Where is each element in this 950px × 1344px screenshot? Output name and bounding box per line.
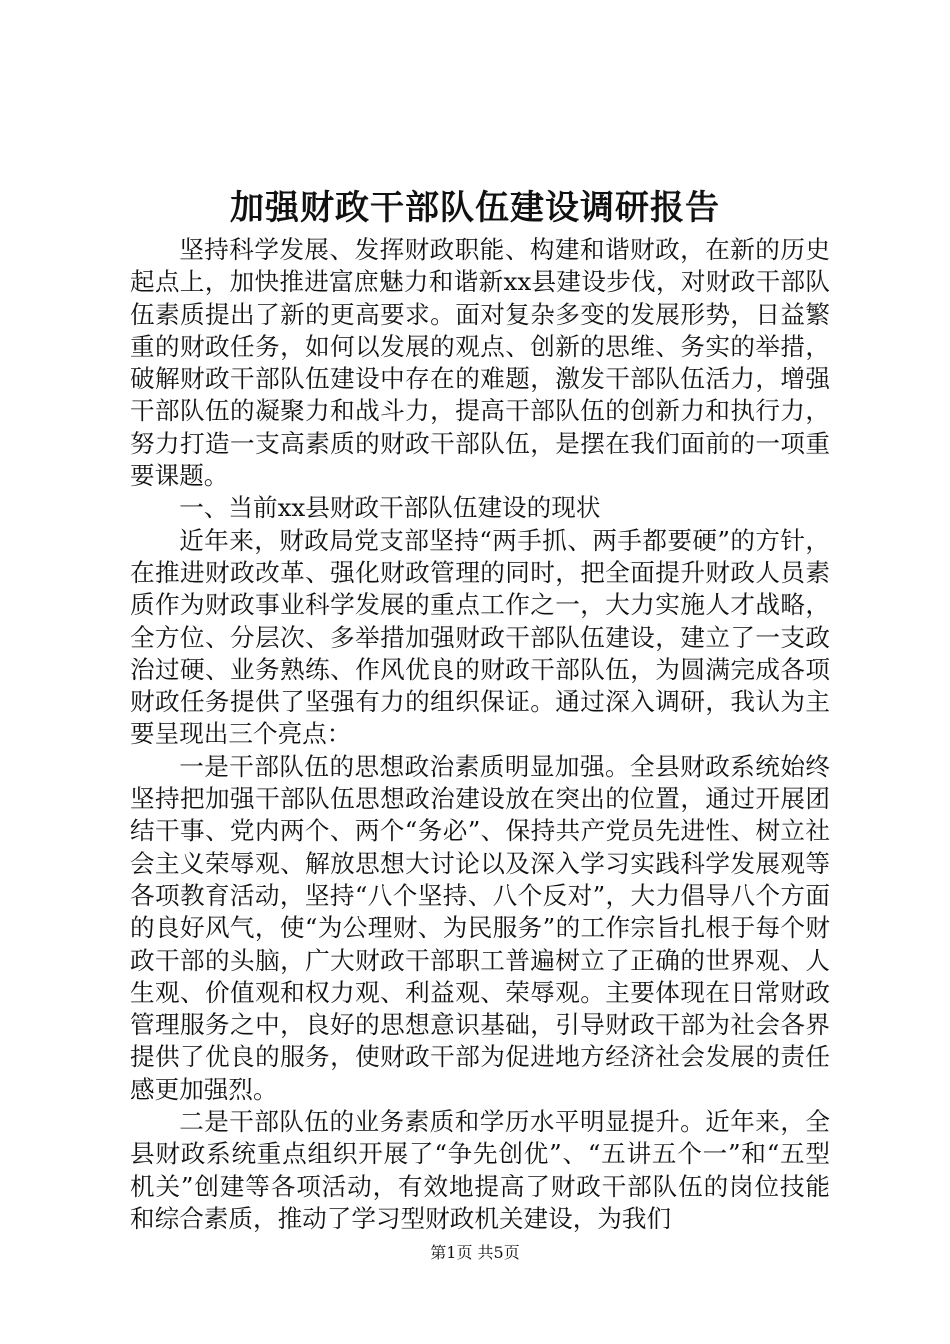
document-title: 加强财政干部队伍建设调研报告 (230, 188, 720, 228)
point-two-paragraph: 二是干部队伍的业务素质和学历水平明显提升。近年来，全县财政系统重点组织开展了“争先创优”、“五讲五个一”和“五型机关”创建等各项活动，有效地提高了财政干部队伍的岗位技能和综合素质，推动了学习型财政机关建设，为我们 (130, 1107, 830, 1233)
intro-paragraph: 坚持科学发展、发挥财政职能、构建和谐财政，在新的历史起点上，加快推进富庶魅力和谐新xx县建设步伐，对财政干部队伍素质提出了新的更高要求。面对复杂多变的发展形势，日益繁重的财政任务，如何以发展的观点、创新的思维、务实的举措，破解财政干部队伍建设中存在的难题，激发干部队伍活力，增强干部队伍的凝聚力和战斗力，提高干部队伍的创新力和执行力，努力打造一支高素质的财政干部队伍，是摆在我们面前的一项重要课题。 (130, 235, 830, 491)
document-body (130, 234, 830, 1235)
section-heading-1: 一、当前xx县财政干部队伍建设的现状 (179, 493, 601, 523)
page-number-footer: 第1页 共5页 (430, 1243, 520, 1262)
status-paragraph: 近年来，财政局党支部坚持“两手抓、两手都要硬”的方针，在推进财政改革、强化财政管理的同时，把全面提升财政人员素质作为财政事业科学发展的重点工作之一，大力实施人才战略，全方位、分层次、多举措加强财政干部队伍建设，建立了一支政治过硬、业务熟练、作风优良的财政干部队伍，为圆满完成各项财政任务提供了坚强有力的组织保证。通过深入调研，我认为主要呈现出三个亮点： (130, 525, 830, 749)
point-one-paragraph: 一是干部队伍的思想政治素质明显加强。全县财政系统始终坚持把加强干部队伍思想政治建设放在突出的位置，通过开展团结干事、党内两个、两个“务必”、保持共产党员先进性、树立社会主义荣辱观、解放思想大讨论以及深入学习实践科学发展观等各项教育活动，坚持“八个坚持、八个反对”，大力倡导八个方面的良好风气，使“为公理财、为民服务”的工作宗旨扎根于每个财政干部的头脑，广大财政干部职工普遍树立了正确的世界观、人生观、价值观和权力观、利益观、荣辱观。主要体现在日常财政管理服务之中，良好的思想意识基础，引导财政干部为社会各界提供了优良的服务，使财政干部为促进地方经济社会发展的责任感更加强烈。 (130, 751, 830, 1104)
